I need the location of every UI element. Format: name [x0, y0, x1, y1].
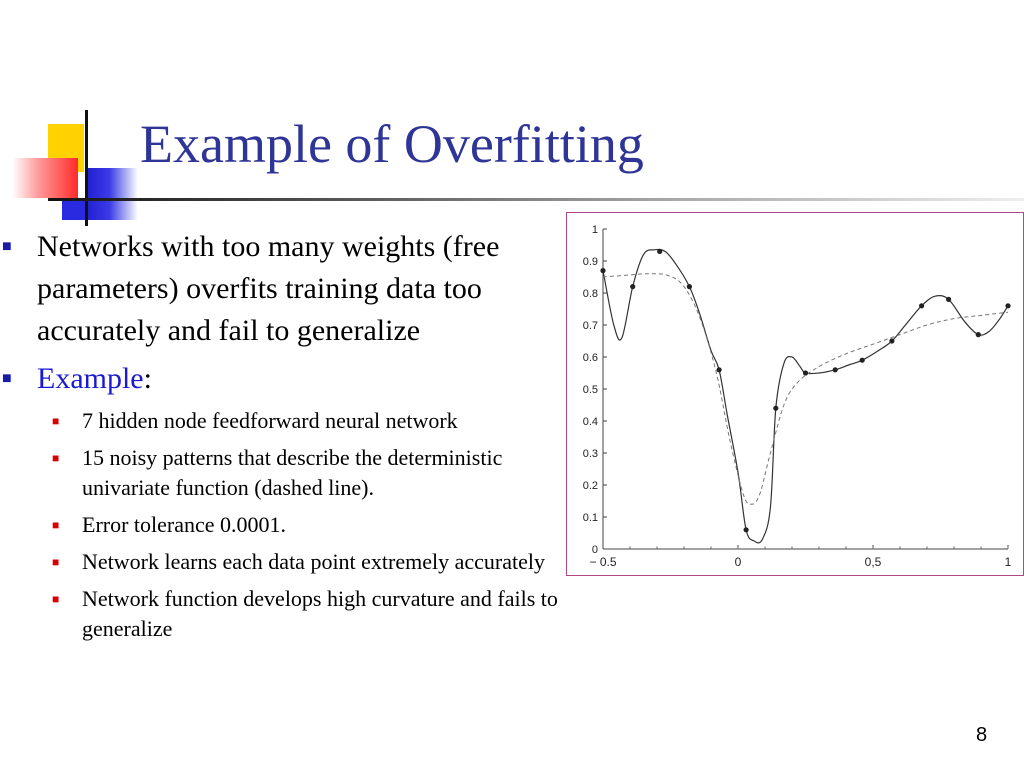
title-ornament-blue-square: [86, 168, 138, 220]
network-function-line: [603, 249, 1008, 542]
data-point: [946, 297, 951, 302]
bullet-text: Networks with too many weights (free parameters) overfits training data too accurately and fail to generalize: [37, 230, 500, 347]
data-point: [919, 303, 924, 308]
data-point: [600, 268, 605, 273]
title-underline: [48, 198, 1024, 201]
chart-svg: [567, 213, 1023, 575]
y-tick-label: 0.8: [582, 288, 598, 300]
y-tick-label: 0.7: [582, 320, 598, 332]
sub-bullet-item: [0, 547, 570, 577]
x-tick-label: 1: [1004, 555, 1012, 569]
square-bullet-icon: ■: [52, 414, 60, 428]
sub-bullet-item: [0, 584, 570, 644]
bullet-item-overfitting: [0, 226, 570, 352]
data-point: [1005, 303, 1010, 308]
y-tick-label: 0.9: [582, 256, 598, 268]
example-label: Example: [37, 362, 144, 395]
bullet-list: [0, 226, 570, 651]
y-tick-label: 0.3: [582, 448, 598, 460]
title-ornament-red-square: [12, 158, 78, 198]
page-number: 8: [976, 724, 988, 746]
overfitting-chart: [566, 212, 1024, 576]
title-ornament-blue-block: [62, 198, 86, 220]
data-point: [657, 249, 662, 254]
square-bullet-icon: ■: [52, 592, 60, 606]
data-point: [687, 284, 692, 289]
square-bullet-icon: ■: [2, 238, 12, 255]
square-bullet-icon: ■: [52, 451, 60, 465]
sub-bullet-text: Network function develops high curvature and fails to generalize: [82, 586, 558, 641]
data-point: [630, 284, 635, 289]
y-tick-label: 0.2: [582, 480, 598, 492]
x-tick-label: 0,5: [864, 555, 882, 569]
data-point: [717, 367, 722, 372]
sub-bullet-item: [0, 443, 570, 503]
target-function-dashed-line: [603, 274, 1008, 504]
data-point: [889, 338, 894, 343]
square-bullet-icon: ■: [2, 370, 12, 387]
y-tick-label: 0.6: [582, 352, 598, 364]
data-point: [744, 527, 749, 532]
data-point: [833, 367, 838, 372]
y-tick-label: 0.5: [582, 384, 598, 396]
square-bullet-icon: ■: [52, 518, 60, 532]
sub-bullet-item: [0, 406, 570, 436]
y-tick-label: 0.4: [582, 416, 598, 428]
y-tick-label: 1: [591, 224, 598, 236]
x-tick-label: − 0.5: [589, 555, 617, 569]
slide-title: Example of Overfitting: [140, 114, 644, 174]
sub-bullet-text: 15 noisy patterns that describe the deterministic univariate function (dashed line).: [82, 445, 503, 500]
y-tick-label: 0.1: [582, 512, 598, 524]
data-point: [803, 370, 808, 375]
title-ornament-vertical-line: [85, 110, 88, 226]
sub-bullet-text: 7 hidden node feedforward neural network: [82, 408, 458, 433]
sub-bullet-text: Error tolerance 0.0001.: [82, 512, 287, 537]
data-point: [773, 406, 778, 411]
example-colon: :: [143, 362, 152, 395]
square-bullet-icon: ■: [52, 555, 60, 569]
bullet-item-example: [0, 358, 570, 400]
data-point: [860, 358, 865, 363]
x-tick-label: 0: [734, 555, 742, 569]
y-tick-label: 0: [591, 544, 598, 556]
sub-bullet-item: [0, 510, 570, 540]
sub-bullet-text: Network learns each data point extremely accurately: [82, 549, 545, 574]
data-point: [976, 332, 981, 337]
